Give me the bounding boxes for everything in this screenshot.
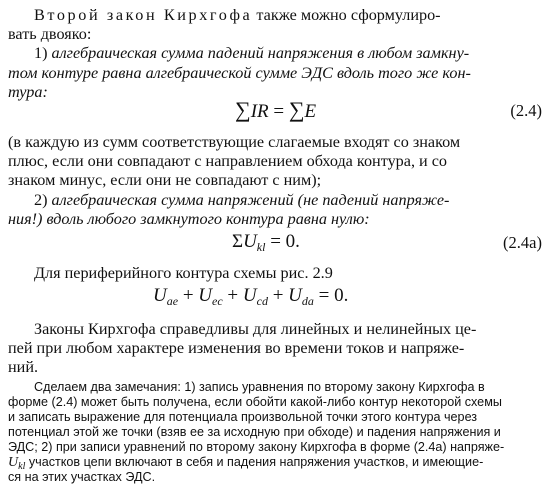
eq3-t1: U [153,285,167,306]
eq3-t3: U [242,285,257,306]
remark-sub: kl [18,461,26,472]
eq3-s1: ae [166,294,179,308]
eq3-s4: da [301,294,314,308]
eq3-p3: + [267,285,289,306]
eq2-sub: kl [256,240,266,254]
item1-line-1 [34,42,469,64]
remark-line-6-text: участков цепи включают в себя и падения напряжения участков, и имеющие- [25,455,484,469]
intro-line-1 [34,4,441,26]
equation-number-2-4: (2.4) [510,101,542,120]
equation-2-4a [232,231,300,255]
item2-line-2: ния!) вдоль любого замкнутого контура равна нулю: [8,210,370,228]
sum-symbol: ∑ [235,97,251,122]
signs-line-3: знаком минус, если они не совпадают с ним); [8,171,322,189]
intro-line-2: вать двояко: [8,25,92,43]
remark-line-5: ЭДС; 2) при записи уравнений по второму закону Кирхгофа в форме (2.4а) напряже- [8,440,505,454]
item1-text: алгебраическая сумма падений напряжения в любом замкну- [51,44,470,62]
item2-number: 2) [34,191,52,209]
item1-line-3: тура: [8,83,48,101]
remark-line-4: потенциал этой же точки (взяв ее за исходную при обходе) и падения напряжения и [8,425,501,439]
sigma-symbol: Σ [232,231,244,252]
item1-line-2: том контуре равна алгебраической сумме ЭДС вдоль того же кон- [8,64,471,82]
equation-number-2-4a: (2.4а) [503,233,542,252]
item2-text: алгебраическая сумма напряжений (не падений напряже- [51,191,450,209]
eq3-s3: cd [256,294,268,308]
peripheral-line: Для периферийного контура схемы рис. 2.9 [34,264,333,282]
signs-line-1: (в каждую из сумм соответствующие слагаемые входят со знаком [8,133,461,151]
eq1-term1: IR [250,101,269,122]
eq1-term2: E [304,101,317,122]
laws-line-3: ний. [8,358,39,376]
eq3-t2: U [198,285,213,306]
intro-rest: также можно сформулиро- [252,6,441,24]
eq1-equals: = [268,101,289,122]
eq3-p2: + [222,285,243,306]
eq3-s2: ec [212,294,223,308]
remark-line-2: форме (2.4) может быть получена, если обойти какой-либо контур некоторой схемы [8,395,502,409]
remark-line-7: ся на этих участках ЭДС. [8,470,156,484]
eq3-end: = 0. [313,285,349,306]
eq3-p1: + [178,285,199,306]
eq3-t4: U [288,285,302,306]
equation-contour [153,285,348,309]
equation-2-4 [235,97,316,123]
laws-line-2: пей при любом характере изменения во времени токов и напряже- [8,339,465,357]
sum-symbol: ∑ [288,97,305,122]
remark-line-3: и записать выражение для потенциала произвольной точки этого контура через [8,410,478,424]
intro-lead: Второй закон Кирхгофа [34,6,253,24]
item1-number: 1) [34,44,52,62]
remark-var: U [8,455,19,470]
remark-line-1: Сделаем два замечания: 1) запись уравнения по второму закону Кирхгофа в [34,380,485,394]
laws-line-1: Законы Кирхгофа справедливы для линейных и нелинейных це- [34,320,477,338]
signs-line-2: плюс, если они совпадают с направлением обхода контура, и со [8,152,448,170]
eq2-var: U [243,231,257,252]
eq2-rest: = 0. [265,231,300,252]
